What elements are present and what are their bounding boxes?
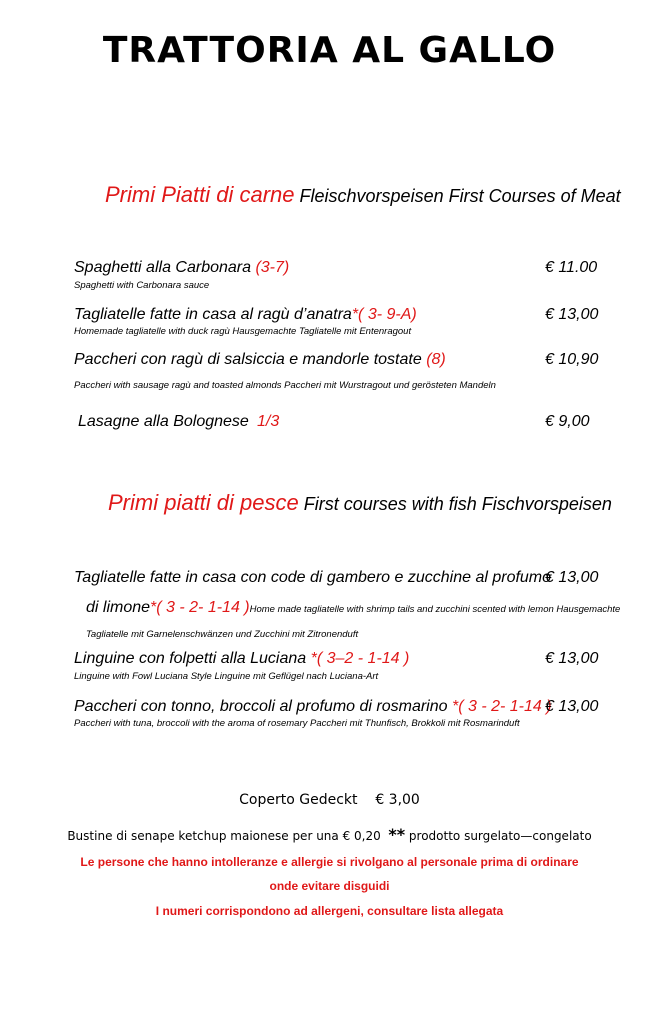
dish-description: Homemade tagliatelle with duck ragù Hausgemachte Tagliatelle mit Entenragout — [74, 326, 412, 337]
section-title-translation: First courses with fish Fischvorspeisen — [303, 494, 612, 514]
dish-description: Paccheri with sausage ragù and toasted almonds Paccheri mit Wurstragout und gerösteten Mandeln — [74, 380, 496, 391]
dish-price: € 10,90 — [545, 351, 599, 368]
dish-name — [74, 306, 417, 324]
dish-price: € 9,00 — [545, 413, 590, 430]
section-title-italian: Primi piatti di pesce — [108, 490, 299, 515]
dish-title: Linguine con folpetti alla Luciana — [74, 650, 311, 667]
section-title-meat — [105, 182, 621, 208]
allergen-codes: (3-7) — [255, 259, 290, 276]
cover-charge — [0, 792, 659, 808]
dish-description: Linguine with Fowl Luciana Style Linguine mit Geflügel nach Luciana-Art — [74, 671, 379, 682]
allergen-codes: 1/3 — [257, 413, 280, 430]
dish-title: Tagliatelle fatte in casa al ragù d’anatra — [74, 306, 352, 323]
section-title-translation: Fleischvorspeisen First Courses of Meat — [299, 186, 621, 206]
frozen-text: prodotto surgelato—congelato — [405, 829, 592, 843]
cover-charge-label: Coperto Gedeckt — [239, 792, 358, 808]
frozen-mark: ** — [388, 825, 406, 844]
allergen-note: I numeri corrispondono ad allergeni, consultare lista allegata — [155, 904, 504, 918]
dish-description: Spaghetti with Carbonara sauce — [74, 280, 210, 291]
dish-name — [74, 698, 552, 716]
dish-title: di limone — [86, 599, 151, 616]
dish-description-continuation: Tagliatelle mit Garnelenschwänzen und Zucchini mit Zitronenduft — [86, 629, 359, 640]
dish-name-continuation — [86, 599, 620, 617]
dish-name: Tagliatelle fatte in casa con code di gambero e zucchine al profumo — [74, 569, 552, 586]
dish-description: Paccheri with tuna, broccoli with the aroma of rosemary Paccheri mit Thunfisch, Brokkoli mit Rosmarinduft — [74, 718, 520, 729]
dish-description: Home made tagliatelle with shrimp tails and zucchini scented with lemon Hausgemachte — [249, 604, 621, 615]
dish-name — [74, 650, 409, 668]
dish-name — [74, 259, 289, 277]
dish-name: Lasagne alla Bolognese — [78, 413, 249, 430]
dish-price: € 13,00 — [545, 306, 599, 323]
dish-price: € 13,00 — [545, 569, 599, 586]
allergen-codes: *( 3–2 - 1-14 ) — [310, 650, 410, 667]
allergen-codes: *( 3 - 2- 1-14 ) — [150, 599, 250, 616]
section-title-fish — [108, 490, 612, 516]
allergen-codes: *( 3- 9-A) — [351, 306, 417, 323]
dish-title: Paccheri con ragù di salsiccia e mandorle tostate — [74, 351, 427, 368]
section-title-italian: Primi Piatti di carne — [105, 182, 295, 207]
dish-name — [74, 351, 446, 369]
condiments-text: Bustine di senape ketchup maionese per una € 0,20 — [67, 829, 381, 843]
dish-price: € 11.00 — [545, 259, 598, 276]
allergen-codes: (8) — [426, 351, 446, 368]
dish-price: € 13,00 — [545, 698, 599, 715]
cover-charge-price: € 3,00 — [375, 792, 420, 808]
condiments-note — [0, 825, 659, 844]
dish-price: € 13,00 — [545, 650, 599, 667]
dish-title: Spaghetti alla Carbonara — [74, 259, 256, 276]
allergy-warning: onde evitare disguidi — [269, 879, 390, 893]
dish-title: Paccheri con tonno, broccoli al profumo di rosmarino — [74, 698, 452, 715]
allergen-codes: *( 3 - 2- 1-14 ) — [451, 698, 552, 715]
allergy-warning: Le persone che hanno intolleranze e allergie si rivolgano al personale prima di ordinare — [80, 855, 579, 869]
restaurant-title: TRATTORIA AL GALLO — [102, 30, 557, 71]
